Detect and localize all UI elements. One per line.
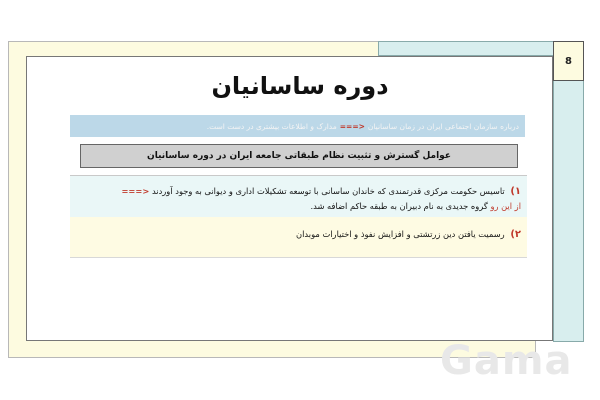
slide-frame-teal-top: [378, 41, 554, 56]
info-bar: [70, 115, 525, 137]
item-number: ۲): [510, 229, 521, 240]
item-highlight: از این رو: [490, 201, 521, 211]
list-item-1-line1: [76, 184, 521, 199]
item-number: ۱): [510, 186, 521, 197]
item-text: تاسیس حکومت مرکزی قدرتمندی که خاندان ساسانی با توسعه تشکیلات اداری و دیوانی به وجود آوردند: [151, 186, 505, 196]
list-item-2: [70, 217, 527, 258]
page-number: 8: [553, 41, 584, 81]
item-arrow: <===: [121, 186, 150, 196]
gama-watermark-logo: Gama: [440, 338, 573, 384]
info-arrow: <===: [339, 121, 365, 131]
info-text-after: مدارک و اطلاعات بیشتری در دست است.: [206, 121, 337, 131]
slide-title: دوره ساسانیان: [211, 72, 389, 100]
list-item-1: [70, 175, 527, 217]
list-item-1-line2: [76, 199, 521, 214]
section-header: عوامل گسترش و تثبیت نظام طبقاتی جامعه ایران در دوره ساسانیان: [80, 144, 518, 168]
info-text-before: درباره سازمان اجتماعی ایران در زمان ساسانیان: [367, 121, 519, 131]
item-text-rest: گروه جدیدی به نام دبیران به طبقه حاکم اضافه شد.: [310, 201, 488, 211]
item-text: رسمیت یافتن دین زرتشتی و افزایش نفوذ و اختیارات موبدان: [296, 229, 505, 239]
